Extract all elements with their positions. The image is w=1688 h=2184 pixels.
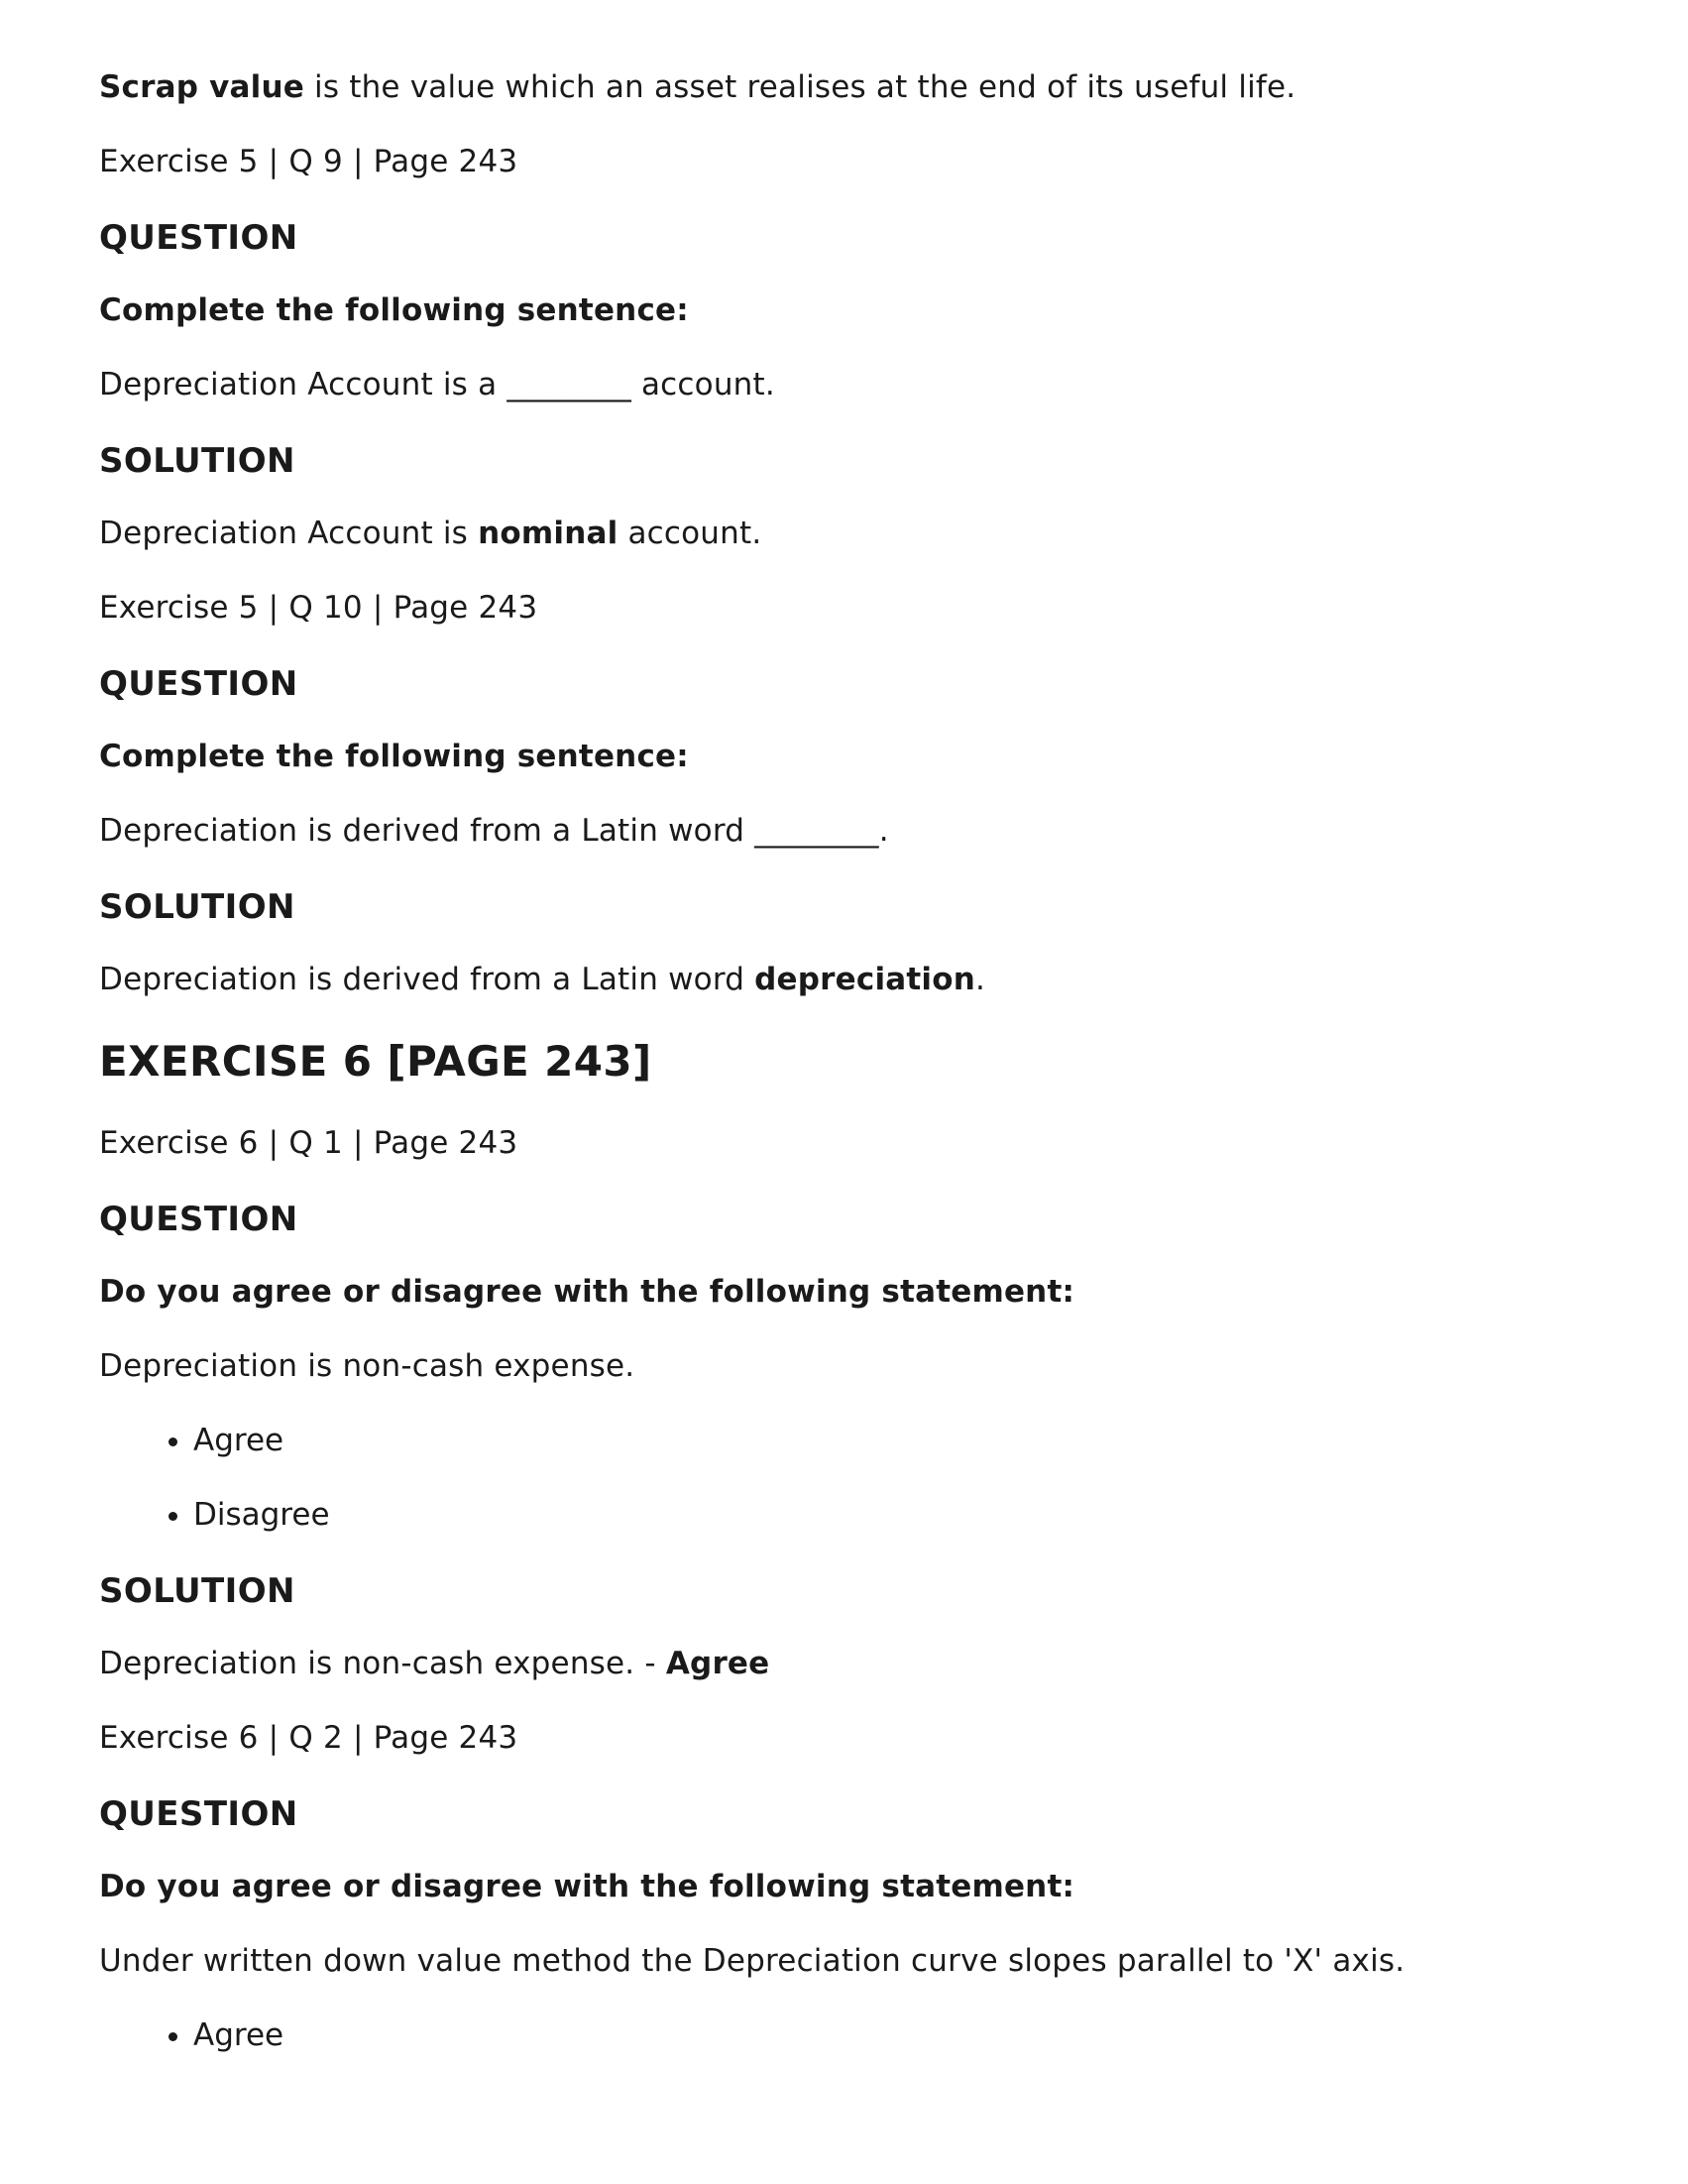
question-label: QUESTION [99, 1200, 298, 1239]
answer-option-list [99, 1423, 1629, 1534]
question-prompt: Complete the following sentence: [99, 292, 689, 328]
paragraph [99, 813, 1629, 850]
exercise-reference: Exercise 6 | Q 2 | Page 243 [99, 1720, 518, 1756]
text-run: Depreciation is non-cash expense. - [99, 1646, 666, 1681]
emphasis-text: Agree [665, 1646, 770, 1681]
text-run: Depreciation Account is [99, 516, 479, 551]
question-label: QUESTION [99, 218, 298, 258]
paragraph [99, 367, 1629, 403]
question-label: QUESTION [99, 1794, 298, 1834]
text-run: account. [618, 516, 762, 551]
paragraph [99, 1348, 1629, 1385]
paragraph [99, 516, 1629, 552]
text-run: Under written down value method the Depreciation curve slopes parallel to 'X' axis. [99, 1943, 1406, 1979]
exercise-reference: Exercise 5 | Q 10 | Page 243 [99, 590, 538, 626]
text-run: Depreciation is derived from a Latin word ________. [99, 813, 889, 849]
text-run: . [975, 962, 986, 997]
text-run: Depreciation is derived from a Latin word [99, 962, 755, 997]
solution-label: SOLUTION [99, 887, 295, 927]
paragraph [99, 1646, 1629, 1682]
paragraph [99, 962, 1629, 998]
exercise-heading: EXERCISE 6 [PAGE 243] [99, 1037, 652, 1086]
emphasis-text: Scrap value [99, 69, 304, 105]
answer-option: • Agree [193, 2017, 1629, 2054]
exercise-reference: Exercise 5 | Q 9 | Page 243 [99, 144, 518, 179]
answer-option: • Agree [193, 1423, 1629, 1459]
text-run: Depreciation is non-cash expense. [99, 1348, 635, 1384]
solution-label: SOLUTION [99, 441, 295, 481]
answer-option: • Disagree [193, 1497, 1629, 1534]
emphasis-text: depreciation [754, 962, 976, 997]
question-prompt: Do you agree or disagree with the following statement: [99, 1869, 1075, 1904]
text-run: is the value which an asset realises at the end of its useful life. [303, 69, 1296, 105]
solution-label: SOLUTION [99, 1571, 295, 1611]
paragraph [99, 1943, 1629, 1980]
emphasis-text: nominal [478, 516, 619, 551]
answer-option-list [99, 2017, 1629, 2054]
exercise-reference: Exercise 6 | Q 1 | Page 243 [99, 1125, 518, 1161]
paragraph [99, 69, 1629, 106]
text-run: Depreciation Account is a ________ account. [99, 367, 775, 402]
question-prompt: Complete the following sentence: [99, 739, 689, 774]
question-prompt: Do you agree or disagree with the following statement: [99, 1274, 1075, 1310]
question-label: QUESTION [99, 664, 298, 704]
